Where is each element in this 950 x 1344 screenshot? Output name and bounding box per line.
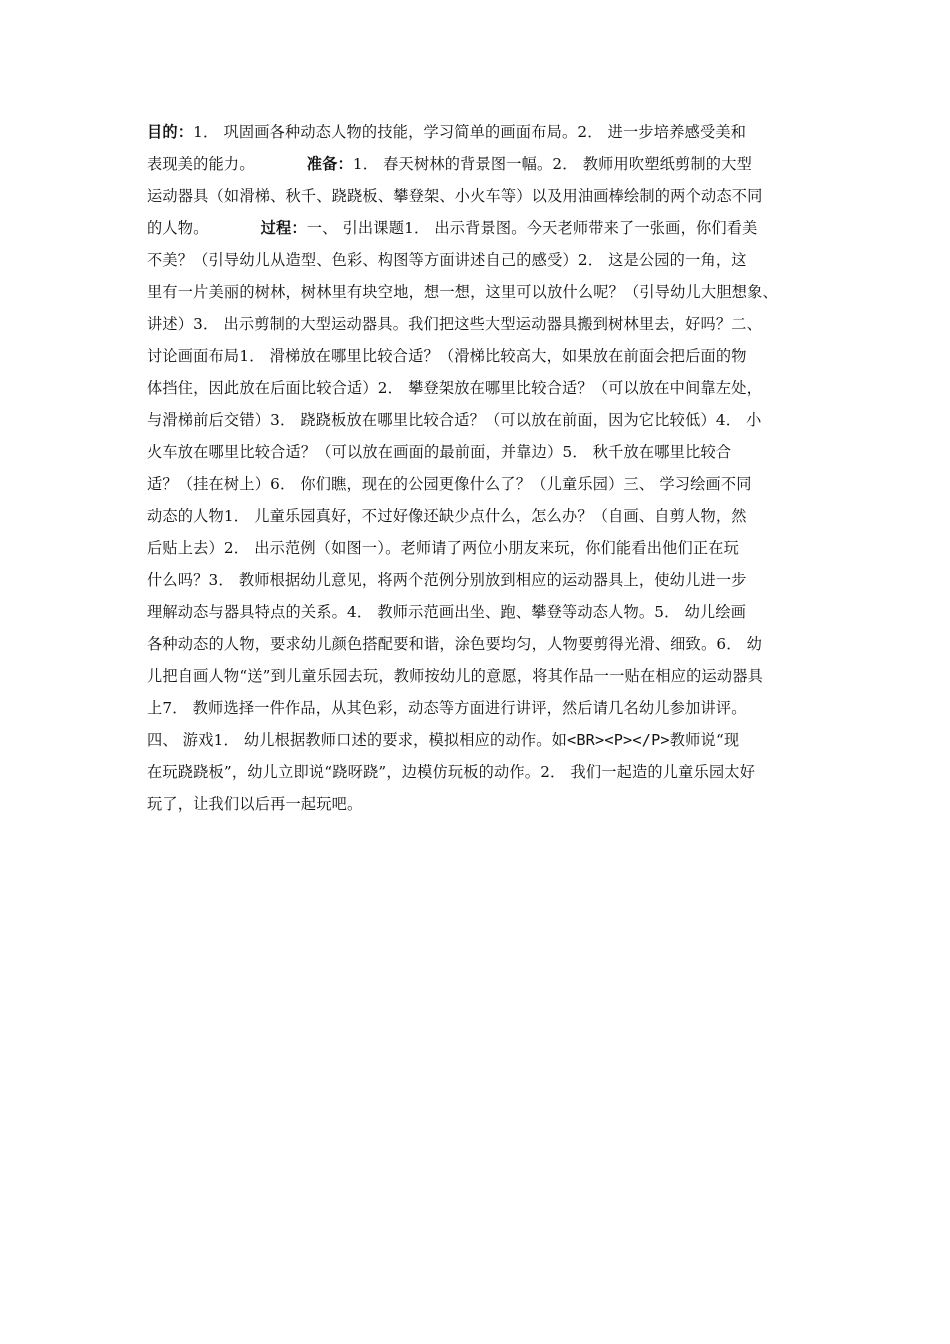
text-line-2 [147,148,817,180]
text-line-15 [147,564,817,596]
text-line-18 [147,660,817,692]
line-text: 后贴上去）2． 出示范例（如图一）。老师请了两位小朋友来玩，你们能看出他们正在玩 [147,539,740,557]
line-text: 理解动态与器具特点的关系。4． 教师示范画出坐、跑、攀登等动态人物。5． 幼儿绘画 [147,603,747,621]
text-line-12 [147,468,817,500]
text-line-6 [147,276,817,308]
line-text: 上7． 教师选择一件作品，从其色彩，动态等方面进行讲评，然后请几名幼儿参加讲评。 [147,699,747,717]
text-line-22 [147,788,817,820]
line-text: 表现美的能力。 [147,155,255,173]
section-label-process: 过程： [260,219,307,237]
text-line-10 [147,404,817,436]
text-line-11 [147,436,817,468]
line-text: 里有一片美丽的树林，树林里有块空地，想一想，这里可以放什么呢？（引导幼儿大胆想象、 [147,283,778,301]
text-line-21 [147,756,817,788]
text-line-4 [147,212,817,244]
line-text: 玩了，让我们以后再一起玩吧。 [147,795,363,813]
line-text: 在玩跷跷板”，幼儿立即说“跷呀跷”，边模仿玩板的动作。2． 我们一起造的儿童乐园太好 [147,763,756,781]
line-text-continued: 教师说“现 [669,731,740,749]
text-line-13 [147,500,817,532]
text-line-20 [147,724,817,756]
line-text: 体挡住，因此放在后面比较合适）2． 攀登架放在哪里比较合适？（可以放在中间靠左处， [147,379,763,397]
line-text: 动态的人物1． 儿童乐园真好，不过好像还缺少点什么，怎么办？（自画、自剪人物，然 [147,507,747,525]
line-text-continued: 1． 春天树林的背景图一幅。2． 教师用吹塑纸剪制的大型 [352,155,752,173]
line-text: 火车放在哪里比较合适？（可以放在画面的最前面，并靠边）5． 秋千放在哪里比较合 [147,443,732,461]
line-text: 的人物。 [147,219,209,237]
text-line-8 [147,340,817,372]
line-text: 与滑梯前后交错）3． 跷跷板放在哪里比较合适？（可以放在前面，因为它比较低）4． 小 [147,411,762,429]
line-text: 各种动态的人物，要求幼儿颜色搭配要和谐，涂色要均匀，人物要剪得光滑、细致。6． 幼 [147,635,763,653]
text-line-16 [147,596,817,628]
text-line-9 [147,372,817,404]
text-line-17 [147,628,817,660]
line-text: 四、 游戏1． 幼儿根据教师口述的要求，模拟相应的动作。如 [147,731,567,749]
line-text: 什么吗？3． 教师根据幼儿意见，将两个范例分别放到相应的运动器具上，使幼儿进一步 [147,571,747,589]
text-line-7 [147,308,817,340]
text-line-1 [147,116,817,148]
text-line-14 [147,532,817,564]
text-line-3 [147,180,817,212]
line-text: 讲述）3． 出示剪制的大型运动器具。我们把这些大型运动器具搬到树林里去，好吗？二、 [147,315,763,333]
line-text-continued: 一、 引出课题1． 出示背景图。今天老师带来了一张画，你们看美 [306,219,758,237]
inline-code: <BR><P></P> [567,731,670,749]
line-text: 不美？（引导幼儿从造型、色彩、构图等方面讲述自己的感受）2． 这是公园的一角，这 [147,251,747,269]
line-text: 运动器具（如滑梯、秋千、跷跷板、攀登架、小火车等）以及用油画棒绘制的两个动态不同 [147,187,763,205]
line-text: 1． 巩固画各种动态人物的技能，学习简单的画面布局。2． 进一步培养感受美和 [193,123,747,141]
section-label-goal: 目的： [147,123,194,141]
text-line-19 [147,692,817,724]
line-text: 适？（挂在树上）6． 你们瞧，现在的公园更像什么了？（儿童乐园）三、 学习绘画不同 [147,475,752,493]
line-text: 讨论画面布局1． 滑梯放在哪里比较合适？（滑梯比较高大，如果放在前面会把后面的物 [147,347,747,365]
line-text: 儿把自画人物“送”到儿童乐园去玩，教师按幼儿的意愿，将其作品一一贴在相应的运动器具 [147,667,764,685]
section-label-prep: 准备： [306,155,353,173]
text-line-5 [147,244,817,276]
